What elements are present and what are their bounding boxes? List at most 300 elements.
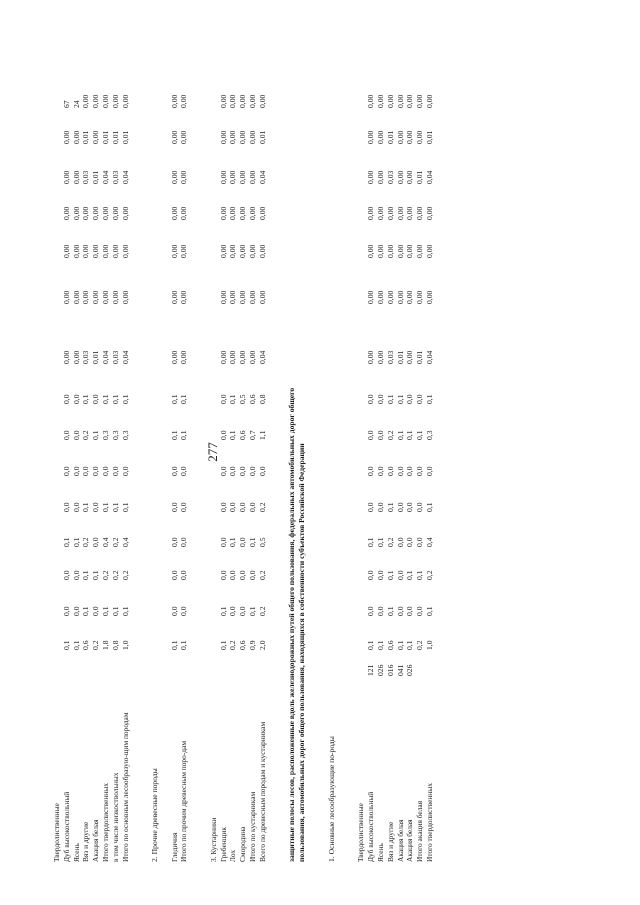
table-cell: 0,00 — [238, 290, 248, 304]
table-cell: 0,00 — [405, 290, 415, 304]
table-cell: 0,0 — [376, 430, 385, 440]
table-cell: 0,00 — [376, 170, 385, 184]
table-cell: 0,00 — [169, 170, 179, 184]
table-cell: 0,2 — [228, 640, 238, 650]
table-cell: 0,1 — [385, 606, 395, 616]
table-cell: 0,0 — [415, 394, 425, 404]
table-cell: 0,1 — [110, 502, 120, 512]
table-cell: 0,00 — [218, 350, 228, 364]
table-cell: 0,1 — [101, 502, 110, 512]
table-cell: 0,00 — [385, 290, 395, 304]
table-cell: 0,00 — [218, 290, 228, 304]
table-cell: 0,00 — [248, 170, 257, 184]
table-cell: 0,2 — [101, 570, 110, 580]
table-cell: 0,00 — [415, 94, 425, 108]
table-cell: 0,00 — [110, 94, 120, 108]
table-cell: 0,1 — [425, 394, 434, 404]
table-cell: 0,7 — [248, 430, 257, 440]
table-cell: 0,00 — [228, 206, 238, 220]
table-cell: 0,0 — [179, 537, 189, 547]
table-cell: 0,0 — [395, 466, 405, 476]
table-cell: 0,2 — [81, 430, 91, 440]
table-cell: 0,00 — [61, 350, 71, 364]
table-cell: 0,00 — [101, 290, 110, 304]
table-cell: 0,3 — [101, 430, 110, 440]
table-cell: 0,00 — [218, 170, 228, 184]
table-cell: 0,0 — [61, 394, 71, 404]
row-label: Ясень — [376, 843, 385, 862]
table-cell: 0,00 — [238, 244, 248, 258]
table-cell: 0,2 — [110, 537, 120, 547]
row-label: в том числе низкоствольных — [110, 772, 120, 862]
table-cell: 0,00 — [179, 94, 189, 108]
table-cell: 0,0 — [376, 394, 385, 404]
table-cell: 0,1 — [366, 640, 376, 650]
table-cell: 0,00 — [238, 130, 248, 144]
table-cell: 0,00 — [71, 206, 81, 220]
table-cell: 0,1 — [405, 570, 415, 580]
table-cell: 0,00 — [257, 94, 267, 108]
table-cell: 0,00 — [91, 130, 101, 144]
table-cell: 0,00 — [120, 244, 130, 258]
group-label: 3. Кустарники — [208, 817, 218, 862]
table-cell: 0,00 — [71, 130, 81, 144]
table-cell: 0,0 — [169, 537, 179, 547]
table-cell: 0,5 — [238, 394, 248, 404]
table-cell: 0,00 — [395, 206, 405, 220]
table-cell: 0,0 — [61, 570, 71, 580]
table-cell: 0,0 — [61, 502, 71, 512]
table-cell: 0,00 — [248, 94, 257, 108]
table-cell: 0,0 — [248, 570, 257, 580]
table-cell: 0,0 — [169, 466, 179, 476]
table-cell: 0,00 — [91, 206, 101, 220]
table-cell: 24 — [71, 100, 81, 108]
table-cell: 0,00 — [228, 170, 238, 184]
table-cell: 0,00 — [395, 244, 405, 258]
table-cell: 0,1 — [179, 394, 189, 404]
table-cell: 0,0 — [405, 502, 415, 512]
table-cell: 0,00 — [61, 130, 71, 144]
table-cell: 0,0 — [405, 394, 415, 404]
table-cell: 0,2 — [415, 640, 425, 650]
table-cell: 0,00 — [238, 350, 248, 364]
table-cell: 0,01 — [385, 130, 395, 144]
table-cell: 0,00 — [366, 94, 376, 108]
table-cell: 0,1 — [395, 430, 405, 440]
table-cell: 0,00 — [71, 170, 81, 184]
table-cell: 0,00 — [169, 244, 179, 258]
table-cell: 0,2 — [385, 430, 395, 440]
table-cell: 0,00 — [405, 244, 415, 258]
table-cell: 0,01 — [395, 350, 405, 364]
row-label: Всего по древесным породам и кустарникам — [257, 721, 267, 862]
table-cell: 0,0 — [238, 502, 248, 512]
table-cell: 0,00 — [238, 170, 248, 184]
table-cell: 0,00 — [405, 350, 415, 364]
table-cell: 0,00 — [228, 290, 238, 304]
table-cell: 0,04 — [120, 170, 130, 184]
table-cell: 0,0 — [218, 466, 228, 476]
table-cell: 0,2 — [81, 537, 91, 547]
table-cell: 0,0 — [238, 466, 248, 476]
table-cell: 0,1 — [110, 606, 120, 616]
table-cell: 0,0 — [238, 537, 248, 547]
table-cell: 0,2 — [91, 640, 101, 650]
table-cell: 0,0 — [228, 466, 238, 476]
table-cell: 0,0 — [366, 502, 376, 512]
table-cell: 0,00 — [415, 130, 425, 144]
table-cell: 0,00 — [248, 206, 257, 220]
table-cell: 0,00 — [395, 170, 405, 184]
table-cell: 0,00 — [366, 130, 376, 144]
table-cell: 0,0 — [91, 606, 101, 616]
table-cell: 0,00 — [425, 94, 434, 108]
table-cell: 0,1 — [179, 430, 189, 440]
row-label: Вяз и другие — [385, 821, 395, 862]
table-cell: 0,0 — [91, 502, 101, 512]
table-cell: 0,00 — [169, 350, 179, 364]
table-cell: 0,0 — [395, 570, 405, 580]
table-cell: 0,0 — [218, 537, 228, 547]
table-cell: 0,00 — [415, 290, 425, 304]
table-cell: 0,0 — [248, 502, 257, 512]
table-cell: 0,1 — [110, 394, 120, 404]
table-cell: 0,04 — [257, 170, 267, 184]
table-cell: 0,0 — [120, 466, 130, 476]
table-cell: 0,0 — [169, 502, 179, 512]
table-cell: 0,00 — [238, 94, 248, 108]
table-cell: 0,00 — [228, 94, 238, 108]
table-cell: 0,0 — [238, 570, 248, 580]
table-cell: 0,00 — [366, 170, 376, 184]
table-cell: 0,4 — [101, 537, 110, 547]
table-cell: 0,6 — [385, 640, 395, 650]
table-cell: 0,2 — [110, 570, 120, 580]
table-cell: 0,00 — [218, 130, 228, 144]
table-cell: 0,00 — [376, 206, 385, 220]
table-cell: 0,1 — [169, 394, 179, 404]
table-cell: 0,00 — [257, 290, 267, 304]
table-cell: 0,9 — [248, 640, 257, 650]
table-cell: 0,00 — [110, 244, 120, 258]
table-cell: 0,04 — [425, 170, 434, 184]
table-cell: 0,0 — [81, 466, 91, 476]
table-cell: 0,00 — [218, 206, 228, 220]
table-cell: 0,2 — [257, 502, 267, 512]
table-cell: 0,00 — [179, 244, 189, 258]
table-cell: 0,00 — [61, 206, 71, 220]
table-cell: 0,00 — [218, 244, 228, 258]
table-cell: 0,0 — [71, 570, 81, 580]
table-cell: 0,00 — [366, 290, 376, 304]
table-cell: 0,00 — [61, 290, 71, 304]
table-cell: 0,00 — [179, 350, 189, 364]
table-cell: 0,00 — [120, 94, 130, 108]
table-cell: 0,00 — [376, 244, 385, 258]
table-cell: 0,6 — [238, 640, 248, 650]
row-label: Акация белая — [395, 819, 405, 862]
table-cell: 0,00 — [405, 206, 415, 220]
table-cell: 0,01 — [81, 130, 91, 144]
table-cell: 0,1 — [61, 640, 71, 650]
table-cell: 0,00 — [169, 206, 179, 220]
table-cell: 0,00 — [248, 130, 257, 144]
table-cell: 0,0 — [395, 606, 405, 616]
table-cell: 0,1 — [415, 430, 425, 440]
table-cell: 1,8 — [101, 640, 110, 650]
table-cell: 0,00 — [91, 244, 101, 258]
table-cell: 0,1 — [218, 606, 228, 616]
table-cell: 0,6 — [248, 394, 257, 404]
table-cell: 0,00 — [415, 244, 425, 258]
table-cell: 0,0 — [71, 606, 81, 616]
table-cell: 0,0 — [169, 570, 179, 580]
table-cell: 0,6 — [238, 430, 248, 440]
table-cell: 0,8 — [110, 640, 120, 650]
table-cell: 0,0 — [376, 466, 385, 476]
section-header-protective-strips: защитные полосы лесов, расположенные вдоль железнодорожных путей общего пользования, федеральных автомобильных дорог общего пользования, автомобильных дорог общего пользования, находящихся в собственности субъектов Российской Федерации — [287, 387, 306, 862]
table-cell: 0,8 — [257, 394, 267, 404]
table-cell: 0,1 — [120, 606, 130, 616]
table-cell: 0,0 — [415, 466, 425, 476]
table-cell: 0,00 — [179, 130, 189, 144]
table-cell: 0,0 — [179, 502, 189, 512]
table-cell: 0,1 — [376, 640, 385, 650]
table-cell: 0,0 — [71, 502, 81, 512]
table-cell: 0,2 — [257, 606, 267, 616]
row-code: 026 — [376, 664, 385, 676]
table-cell: 0,00 — [257, 206, 267, 220]
table-cell: 0,00 — [110, 290, 120, 304]
table-cell: 0,00 — [366, 244, 376, 258]
table-cell: 0,1 — [179, 640, 189, 650]
table-cell: 0,00 — [248, 244, 257, 258]
table-cell: 0,0 — [395, 502, 405, 512]
table-cell: 0,1 — [120, 502, 130, 512]
table-cell: 0,1 — [228, 430, 238, 440]
section-title: 2. Прочие древесные породы — [150, 768, 159, 862]
table-cell: 0,1 — [366, 537, 376, 547]
table-cell: 0,0 — [71, 466, 81, 476]
table-cell: 0,2 — [257, 570, 267, 580]
table-cell: 0,00 — [169, 290, 179, 304]
table-cell: 0,0 — [425, 466, 434, 476]
page-number: 277 — [205, 442, 220, 462]
table-cell: 0,0 — [238, 606, 248, 616]
table-cell: 0,1 — [91, 430, 101, 440]
table-cell: 0,00 — [179, 290, 189, 304]
table-cell: 0,00 — [376, 290, 385, 304]
table-cell: 0,0 — [228, 570, 238, 580]
table-cell: 0,00 — [61, 170, 71, 184]
table-cell: 0,0 — [61, 466, 71, 476]
table-cell: 0,1 — [376, 537, 385, 547]
table-cell: 0,1 — [228, 537, 238, 547]
table-cell: 0,00 — [71, 350, 81, 364]
table-cell: 0,0 — [415, 537, 425, 547]
table-cell: 0,4 — [425, 537, 434, 547]
table-cell: 0,0 — [376, 606, 385, 616]
table-cell: 0,0 — [228, 606, 238, 616]
table-cell: 0,0 — [366, 606, 376, 616]
table-cell: 0,1 — [248, 537, 257, 547]
table-cell: 0,0 — [218, 394, 228, 404]
table-cell: 0,1 — [169, 430, 179, 440]
table-cell: 0,1 — [169, 640, 179, 650]
table-cell: 0,1 — [385, 570, 395, 580]
table-cell: 0,0 — [169, 606, 179, 616]
table-cell: 0,00 — [376, 130, 385, 144]
table-cell: 0,01 — [120, 130, 130, 144]
table-cell: 0,00 — [405, 170, 415, 184]
table-cell: 0,0 — [376, 502, 385, 512]
table-cell: 0,6 — [81, 640, 91, 650]
table-cell: 0,01 — [101, 130, 110, 144]
table-cell: 0,1 — [395, 394, 405, 404]
table-cell: 0,0 — [228, 502, 238, 512]
table-cell: 0,1 — [425, 606, 434, 616]
table-cell: 0,01 — [415, 350, 425, 364]
table-cell: 0,1 — [405, 640, 415, 650]
table-cell: 0,1 — [71, 537, 81, 547]
group-label: Твердолиственные — [52, 803, 61, 862]
table-cell: 0,01 — [257, 130, 267, 144]
table-cell: 0,0 — [218, 430, 228, 440]
table-cell: 0,1 — [81, 606, 91, 616]
table-cell: 0,1 — [385, 394, 395, 404]
table-cell: 0,0 — [415, 606, 425, 616]
table-cell: 0,01 — [425, 130, 434, 144]
table-cell: 0,1 — [81, 502, 91, 512]
table-cell: 0,04 — [425, 350, 434, 364]
table-cell: 0,0 — [415, 502, 425, 512]
table-cell: 0,00 — [81, 94, 91, 108]
table-cell: 0,1 — [101, 606, 110, 616]
table-cell: 0,01 — [91, 170, 101, 184]
table-cell: 0,00 — [81, 206, 91, 220]
row-label: Акация белая — [91, 819, 101, 862]
table-cell: 0,1 — [425, 502, 434, 512]
row-code: 026 — [405, 664, 415, 676]
table-cell: 0,0 — [366, 430, 376, 440]
table-cell: 0,00 — [238, 206, 248, 220]
table-cell: 0,3 — [120, 430, 130, 440]
row-code: 041 — [395, 664, 405, 676]
table-cell: 0,0 — [376, 570, 385, 580]
table-cell: 0,00 — [248, 350, 257, 364]
table-cell: 0,0 — [395, 537, 405, 547]
table-cell: 0,1 — [101, 394, 110, 404]
table-cell: 0,00 — [169, 130, 179, 144]
section-title: 1. Основные лесообразующие по-роды — [327, 736, 336, 862]
table-cell: 0,3 — [110, 430, 120, 440]
table-cell: 0,00 — [91, 94, 101, 108]
row-label: Гледичия — [169, 832, 179, 862]
table-cell: 0,0 — [366, 570, 376, 580]
table-cell: 0,0 — [101, 466, 110, 476]
table-cell: 0,00 — [385, 244, 395, 258]
table-cell: 0,0 — [366, 466, 376, 476]
table-cell: 0,00 — [425, 206, 434, 220]
table-cell: 0,0 — [218, 570, 228, 580]
table-cell: 0,01 — [91, 350, 101, 364]
table-cell: 0,00 — [228, 244, 238, 258]
table-cell: 0,0 — [218, 502, 228, 512]
table-cell: 0,00 — [376, 94, 385, 108]
group-label: Твердолиственные — [356, 803, 366, 862]
table-cell: 0,0 — [91, 537, 101, 547]
table-cell: 0,00 — [120, 206, 130, 220]
table-cell: 0,00 — [101, 94, 110, 108]
table-cell: 0,1 — [405, 430, 415, 440]
table-cell: 0,0 — [91, 466, 101, 476]
table-cell: 0,00 — [395, 130, 405, 144]
table-cell: 0,0 — [71, 430, 81, 440]
table-cell: 0,1 — [218, 640, 228, 650]
table-cell: 0,00 — [101, 206, 110, 220]
table-cell: 0,00 — [218, 94, 228, 108]
row-label: Итого твердолиственных — [101, 783, 110, 862]
row-label: Вяз и другие — [81, 821, 91, 862]
row-code: 121 — [366, 664, 376, 676]
table-cell: 0,00 — [385, 94, 395, 108]
table-cell: 0,1 — [385, 502, 395, 512]
table-cell: 0,03 — [385, 170, 395, 184]
table-cell: 0,0 — [179, 466, 189, 476]
row-code: 016 — [385, 664, 395, 676]
table-cell: 0,00 — [81, 244, 91, 258]
table-cell: 0,1 — [120, 394, 130, 404]
table-cell: 0,00 — [376, 350, 385, 364]
table-cell: 0,00 — [248, 290, 257, 304]
table-cell: 0,00 — [169, 94, 179, 108]
table-cell: 0,00 — [179, 206, 189, 220]
row-label: Итого твердолиственных — [425, 783, 434, 862]
table-cell: 0,00 — [405, 94, 415, 108]
table-cell: 0,2 — [120, 570, 130, 580]
row-label: Итого по прочим древесным поро-дам — [179, 741, 189, 862]
table-cell: 0,00 — [81, 290, 91, 304]
table-cell: 0,5 — [257, 537, 267, 547]
table-cell: 0,00 — [91, 290, 101, 304]
table-cell: 0,1 — [91, 570, 101, 580]
table-cell: 0,0 — [405, 606, 415, 616]
table-cell: 1,0 — [120, 640, 130, 650]
table-cell: 0,00 — [71, 244, 81, 258]
table-cell: 0,1 — [415, 570, 425, 580]
table-cell: 0,0 — [61, 430, 71, 440]
table-cell: 0,0 — [110, 466, 120, 476]
table-cell: 0,0 — [257, 466, 267, 476]
table-cell: 0,1 — [81, 394, 91, 404]
table-cell: 0,0 — [179, 570, 189, 580]
table-cell: 0,1 — [71, 640, 81, 650]
table-cell: 0,03 — [110, 170, 120, 184]
table-cell: 0,03 — [110, 350, 120, 364]
table-cell: 0,00 — [110, 206, 120, 220]
table-cell: 0,00 — [385, 206, 395, 220]
table-cell: 0,00 — [425, 244, 434, 258]
table-cell: 67 — [61, 100, 71, 108]
table-cell: 0,3 — [425, 430, 434, 440]
table-cell: 0,00 — [415, 206, 425, 220]
table-cell: 0,04 — [101, 170, 110, 184]
table-cell: 0,2 — [385, 537, 395, 547]
table-cell: 0,04 — [120, 350, 130, 364]
table-cell: 0,2 — [425, 570, 434, 580]
table-cell: 0,00 — [71, 290, 81, 304]
